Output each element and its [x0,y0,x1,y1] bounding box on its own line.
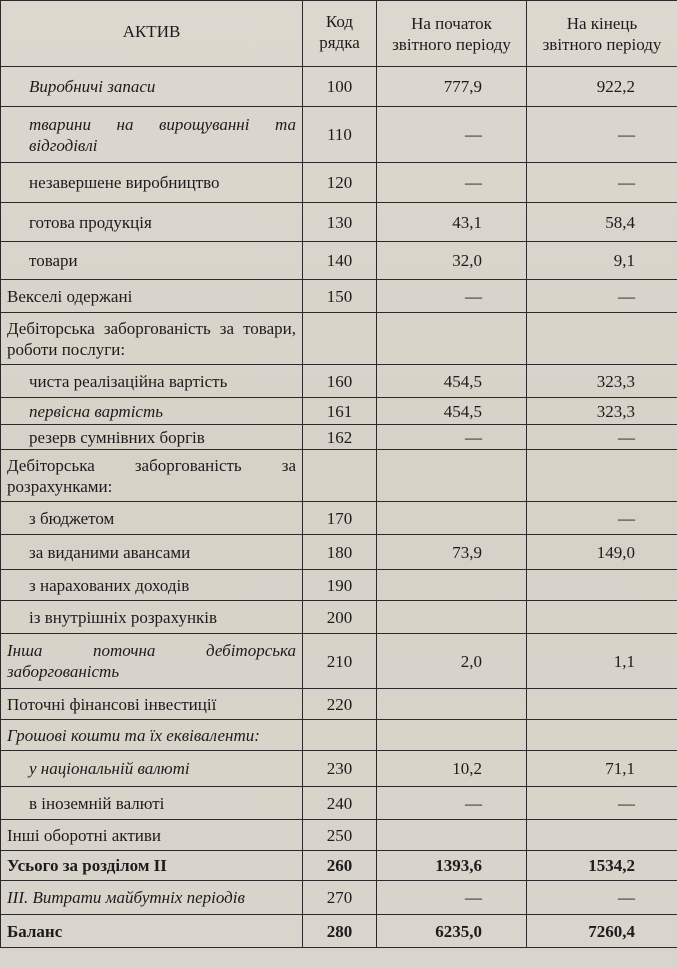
row-end [527,570,677,601]
header-start-line1: На початок [411,14,492,33]
table-row [1,67,677,107]
row-start [377,570,527,601]
row-code: 140 [303,242,377,280]
row-code: 150 [303,280,377,313]
row-code: 240 [303,787,377,820]
table-row [1,365,677,398]
row-code: 161 [303,398,377,425]
table-row [1,689,677,720]
table-header-row [1,1,677,67]
header-end-line2: звітного періоду [542,35,662,54]
header-end [527,1,677,67]
row-label: Баланс [1,915,303,948]
row-start: 6235,0 [377,915,527,948]
table-row [1,820,677,851]
row-label: III. Витрати майбутніх періодів [1,881,303,915]
row-label: Векселі одержані [1,280,303,313]
table-row [1,425,677,450]
row-end: 922,2 [527,67,677,107]
row-end: — [527,425,677,450]
table-row [1,881,677,915]
table-row [1,502,677,535]
row-end: — [527,107,677,163]
row-end [527,689,677,720]
row-start: 32,0 [377,242,527,280]
row-label: незавершене виробництво [1,163,303,203]
table-row [1,634,677,689]
row-end: 149,0 [527,535,677,570]
table-row [1,851,677,881]
row-end: 9,1 [527,242,677,280]
row-end: 7260,4 [527,915,677,948]
row-start [377,313,527,365]
row-label: товари [1,242,303,280]
row-code: 180 [303,535,377,570]
row-start: — [377,787,527,820]
row-code: 162 [303,425,377,450]
row-end: — [527,163,677,203]
row-start: 454,5 [377,365,527,398]
header-start-line2: звітного періоду [392,35,511,54]
table-row [1,450,677,502]
header-code-line2: рядка [319,33,360,52]
row-label: з бюджетом [1,502,303,535]
table-row [1,203,677,242]
row-start: 10,2 [377,751,527,787]
row-end: 1,1 [527,634,677,689]
row-start: — [377,425,527,450]
row-code [303,720,377,751]
row-code: 220 [303,689,377,720]
row-label: готова продукція [1,203,303,242]
row-code: 250 [303,820,377,851]
row-end: — [527,881,677,915]
row-end: 323,3 [527,365,677,398]
row-label: в іноземній валюті [1,787,303,820]
row-label: Дебіторська заборгованість за товари, роботи послуги: [1,313,303,365]
row-end: — [527,280,677,313]
row-label: із внутрішніх розрахунків [1,601,303,634]
table-row [1,280,677,313]
row-start: 2,0 [377,634,527,689]
row-end: 1534,2 [527,851,677,881]
row-code: 110 [303,107,377,163]
table-row [1,535,677,570]
row-label: Поточні фінансові інвестиції [1,689,303,720]
header-asset-label: АКТИВ [122,22,181,41]
row-label: Інша поточна дебіторська заборгованість [1,634,303,689]
table-row [1,242,677,280]
row-start [377,689,527,720]
row-code: 130 [303,203,377,242]
row-code: 190 [303,570,377,601]
row-start: 73,9 [377,535,527,570]
row-start [377,502,527,535]
row-start [377,450,527,502]
table-row [1,398,677,425]
row-start: 454,5 [377,398,527,425]
header-code [303,1,377,67]
row-code: 210 [303,634,377,689]
row-code: 230 [303,751,377,787]
header-start [377,1,527,67]
row-end [527,450,677,502]
row-label: Інші оборотні активи [1,820,303,851]
header-asset [1,1,303,67]
row-start: — [377,881,527,915]
row-start: — [377,280,527,313]
row-start: 1393,6 [377,851,527,881]
row-end: 58,4 [527,203,677,242]
row-start: 43,1 [377,203,527,242]
row-code [303,450,377,502]
row-label [1,450,303,502]
row-label: резерв сумнівних боргів [1,425,303,450]
row-code: 160 [303,365,377,398]
row-start: — [377,163,527,203]
table-row [1,751,677,787]
table-row [1,915,677,948]
row-end [527,313,677,365]
row-start: 777,9 [377,67,527,107]
table-row [1,787,677,820]
row-code: 200 [303,601,377,634]
row-start: — [377,107,527,163]
row-code: 100 [303,67,377,107]
row-start [377,601,527,634]
row-label: з нарахованих доходів [1,570,303,601]
row-start [377,820,527,851]
table-row [1,570,677,601]
row-label: первісна вартість [1,398,303,425]
row-code: 280 [303,915,377,948]
row-start [377,720,527,751]
row-end: — [527,502,677,535]
row-code: 260 [303,851,377,881]
row-code: 170 [303,502,377,535]
table-row [1,601,677,634]
header-end-line1: На кінець [566,14,638,33]
table-row [1,107,677,163]
table-row [1,313,677,365]
row-label-text: Дебіторська заборгованість за розрахунками: [7,455,296,496]
row-code: 270 [303,881,377,915]
header-code-line1: Код [325,12,354,31]
table-row [1,720,677,751]
table-row [1,163,677,203]
row-end [527,720,677,751]
row-label: Грошові кошти та їх еквіваленти: [1,720,303,751]
row-end [527,601,677,634]
row-end [527,820,677,851]
row-code: 120 [303,163,377,203]
row-label: Виробничі запаси [1,67,303,107]
row-label: у національній валюті [1,751,303,787]
row-label: тварини на вирощуванні та відгодівлі [1,107,303,163]
row-code [303,313,377,365]
row-end: 323,3 [527,398,677,425]
row-end: — [527,787,677,820]
row-end: 71,1 [527,751,677,787]
row-label: чиста реалізаційна вартість [1,365,303,398]
row-label: за виданими авансами [1,535,303,570]
row-label: Усього за розділом II [1,851,303,881]
